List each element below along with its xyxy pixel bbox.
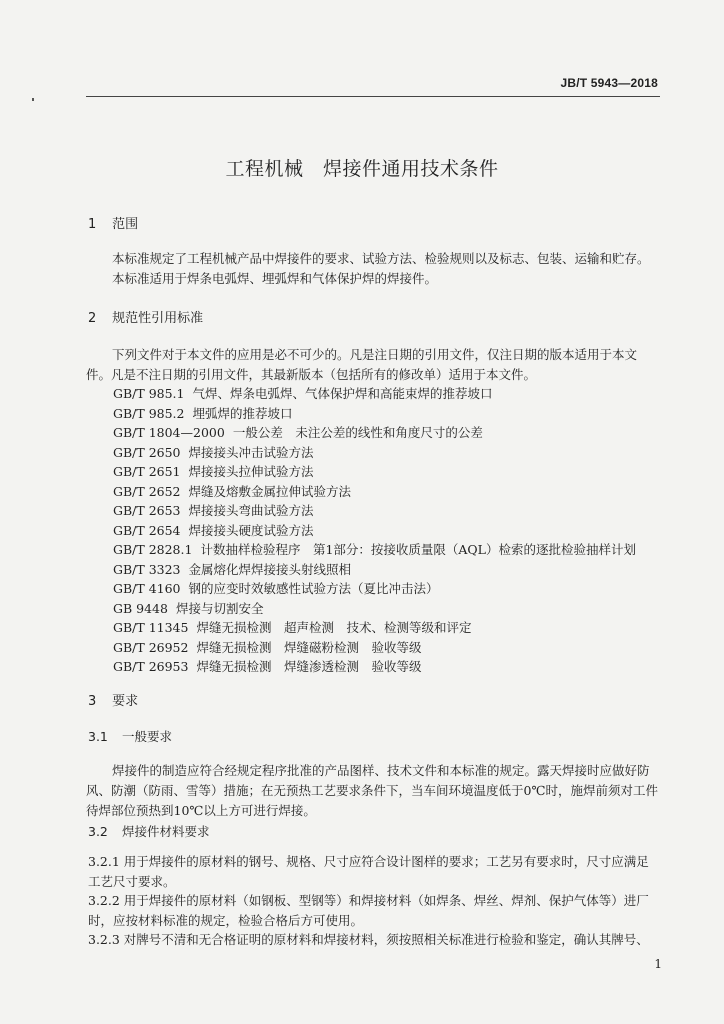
subsection-title: 焊接件材料要求 xyxy=(121,824,210,839)
section-number: 1 xyxy=(88,217,97,232)
reference-item xyxy=(113,560,351,579)
reference-title: 气焊、焊条电弧焊、气体保护焊和高能束焊的推荐坡口 xyxy=(192,386,493,401)
reference-item xyxy=(113,579,439,598)
reference-code: GB/T 2652 xyxy=(113,483,181,499)
section-title: 规范性引用标准 xyxy=(112,311,204,326)
reference-code: GB/T 11345 xyxy=(113,620,189,635)
clause-number: 3.2.1 xyxy=(88,854,120,869)
reference-title: 一般公差 未注公差的线性和角度尺寸的公差 xyxy=(232,425,483,440)
reference-item xyxy=(113,423,483,442)
reference-title: 焊接接头硬度试验方法 xyxy=(188,522,314,538)
reference-code: GB/T 4160 xyxy=(113,581,181,596)
subsection-3-2-heading xyxy=(88,822,660,842)
reference-code: GB/T 2651 xyxy=(113,464,181,479)
reference-item xyxy=(113,404,293,423)
reference-title: 计数抽样检验程序 第1部分：按接收质量限（AQL）检索的逐批检验抽样计划 xyxy=(200,542,636,557)
standard-number: JB/T 5943—2018 xyxy=(560,76,658,90)
clause-3-2-2 xyxy=(88,891,660,931)
reference-item xyxy=(113,618,471,637)
reference-title: 金属熔化焊焊接接头射线照相 xyxy=(188,561,352,577)
section-number: 3 xyxy=(88,694,97,709)
reference-code: GB/T 26952 xyxy=(113,639,189,655)
clause-number: 3.2.3 xyxy=(88,932,120,947)
clause-text: 用于焊接件的原材料（如钢板、型钢等）和焊接材料（如焊条、焊丝、焊剂、保护气体等）进厂时，应按材料标准的规定，检验合格后方可使用。 xyxy=(88,893,649,928)
reference-code: GB 9448 xyxy=(113,600,168,616)
scope-paragraph-2: 本标准适用于焊条电弧焊、埋弧焊和气体保护焊的焊接件。 xyxy=(112,271,438,286)
reference-code: GB/T 3323 xyxy=(113,561,181,577)
section-1-heading xyxy=(88,213,138,232)
section-number: 2 xyxy=(88,311,97,326)
clause-3-2-1 xyxy=(88,852,660,892)
reference-item xyxy=(113,384,493,403)
reference-title: 焊接与切割安全 xyxy=(175,600,264,616)
reference-item xyxy=(113,599,263,618)
reference-code: GB/T 1804—2000 xyxy=(113,425,225,440)
general-requirement-text: 焊接件的制造应符合经规定程序批准的产品图样、技术文件和本标准的规定。露天焊接时应做好防风、防潮（防雨、雪等）措施；在无预热工艺要求条件下，当车间环境温度低于0℃时，施焊前须对工件待焊部位预热到10℃以上方可进行焊接。 xyxy=(86,763,658,818)
header-rule xyxy=(86,96,660,97)
subsection-number: 3.1 xyxy=(88,729,108,744)
reference-item xyxy=(113,482,351,501)
subsection-3-1-heading xyxy=(88,727,660,747)
reference-item xyxy=(113,501,314,520)
clause-text: 用于焊接件的原材料的钢号、规格、尺寸应符合设计图样的要求；工艺另有要求时，尺寸应满足工艺尺寸要求。 xyxy=(88,854,649,889)
reference-title: 埋弧焊的推荐坡口 xyxy=(192,405,293,421)
reference-code: GB/T 985.2 xyxy=(113,405,185,421)
reference-title: 钢的应变时效敏感性试验方法（夏比冲击法） xyxy=(188,581,439,596)
reference-code: GB/T 2828.1 xyxy=(113,542,193,557)
reference-title: 焊缝无损检测 焊缝磁粉检测 验收等级 xyxy=(196,639,422,655)
reference-code: GB/T 26953 xyxy=(113,659,189,674)
reference-code: GB/T 2654 xyxy=(113,522,181,538)
reference-item xyxy=(113,638,421,657)
section-title: 要求 xyxy=(112,694,139,709)
normative-intro: 下列文件对于本文件的应用是必不可少的。凡是注日期的引用文件，仅注日期的版本适用于本文件。凡是不注日期的引用文件，其最新版本（包括所有的修改单）适用于本文件。 xyxy=(86,347,638,382)
reference-item xyxy=(113,540,636,559)
reference-item xyxy=(113,443,314,462)
clause-text: 对牌号不清和无合格证明的原材料和焊接材料，须按照相关标准进行检验和鉴定，确认其牌号、 xyxy=(123,932,649,947)
reference-item xyxy=(113,657,421,676)
reference-title: 焊接接头弯曲试验方法 xyxy=(188,503,314,518)
scan-speck xyxy=(32,98,34,101)
reference-title: 焊缝无损检测 超声检测 技术、检测等级和评定 xyxy=(196,620,472,635)
subsection-number: 3.2 xyxy=(88,824,108,839)
reference-title: 焊缝无损检测 焊缝渗透检测 验收等级 xyxy=(196,659,422,674)
reference-title: 焊接接头拉伸试验方法 xyxy=(188,464,314,479)
clause-3-2-3 xyxy=(88,930,660,950)
page-number: 1 xyxy=(654,957,662,971)
reference-item xyxy=(113,521,314,540)
section-title: 范围 xyxy=(112,217,139,232)
reference-title: 焊缝及熔敷金属拉伸试验方法 xyxy=(188,483,352,499)
section-3-heading xyxy=(88,690,138,709)
reference-code: GB/T 985.1 xyxy=(113,386,185,401)
section-2-heading xyxy=(88,307,203,326)
scope-paragraph-1: 本标准规定了工程机械产品中焊接件的要求、试验方法、检验规则以及标志、包装、运输和贮存。 xyxy=(112,251,650,266)
document-title: 工程机械 焊接件通用技术条件 xyxy=(225,158,499,180)
subsection-title: 一般要求 xyxy=(121,729,172,744)
reference-title: 焊接接头冲击试验方法 xyxy=(188,444,314,460)
reference-code: GB/T 2650 xyxy=(113,444,181,460)
clause-number: 3.2.2 xyxy=(88,893,120,908)
reference-code: GB/T 2653 xyxy=(113,503,181,518)
reference-item xyxy=(113,462,314,481)
